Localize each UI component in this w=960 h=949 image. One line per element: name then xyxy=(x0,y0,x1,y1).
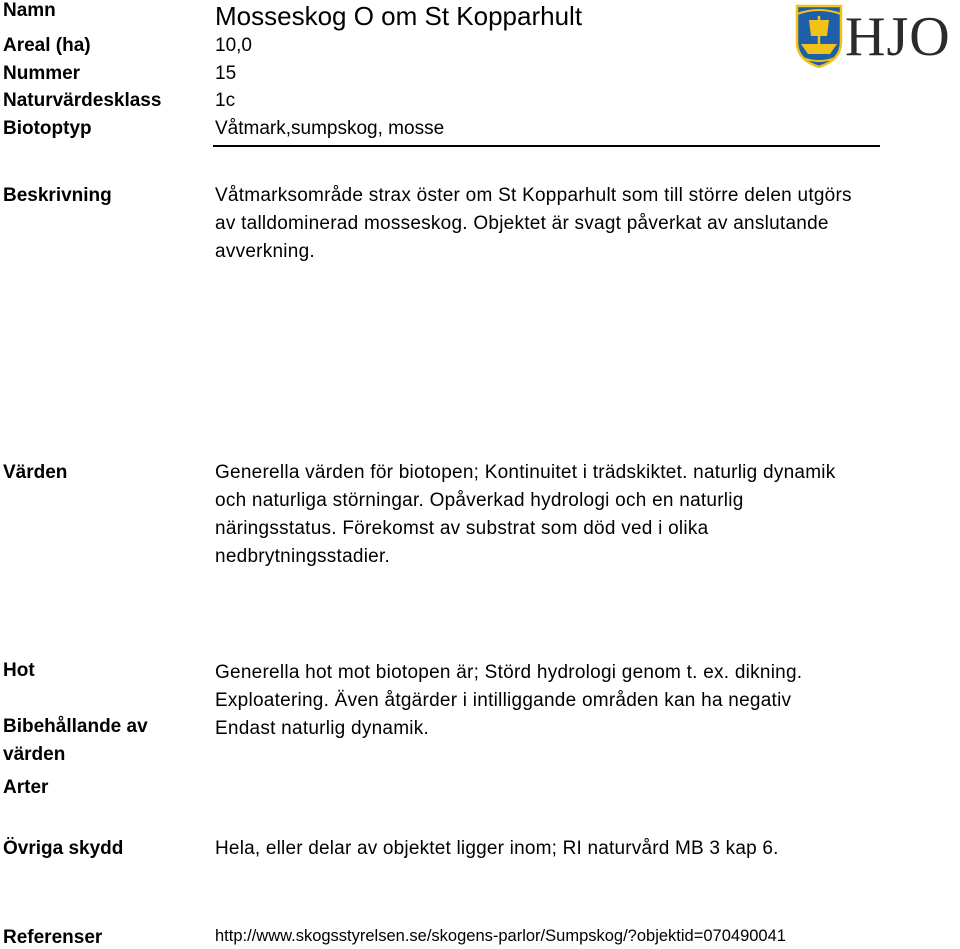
ovriga-skydd-value: Hela, eller delar av objektet ligger inom; RI naturvård MB 3 kap 6. xyxy=(215,838,779,859)
hot-text xyxy=(215,659,895,743)
hjo-shield-icon xyxy=(795,4,843,68)
label-nummer: Nummer xyxy=(3,63,81,84)
label-hot: Hot xyxy=(3,660,35,681)
label-varden: Värden xyxy=(3,462,68,483)
referenser-link[interactable]: http://www.skogsstyrelsen.se/skogens-parlor/Sumpskog/?objektid=070490041 xyxy=(215,927,786,945)
hot-line: Exploatering. Även åtgärder i intilliggande områden kan ha negativ xyxy=(215,690,792,711)
beskrivning-line: av talldominerad mosseskog. Objektet är svagt påverkat av anslutande xyxy=(215,213,829,234)
hjo-logo-text: HJO xyxy=(845,6,951,68)
label-bibehallande: Bibehållande av xyxy=(3,716,148,737)
varden-text xyxy=(215,459,895,571)
value-areal: 10,0 xyxy=(215,35,252,56)
label-arter: Arter xyxy=(3,777,49,798)
label-bibehallande-line2: värden xyxy=(3,744,66,765)
label-naturvardesklass: Naturvärdesklass xyxy=(3,90,162,111)
value-nummer: 15 xyxy=(215,63,237,84)
label-biotoptyp: Biotoptyp xyxy=(3,118,92,139)
value-biotoptyp: Våtmark,sumpskog, mosse xyxy=(215,118,445,139)
varden-line: näringsstatus. Förekomst av substrat som död ved i olika xyxy=(215,518,709,539)
label-ovriga-skydd: Övriga skydd xyxy=(3,838,124,859)
beskrivning-line: Våtmarksområde strax öster om St Kopparhult som till större delen utgörs xyxy=(215,185,852,206)
label-referenser: Referenser xyxy=(3,927,103,948)
hot-line: Endast naturlig dynamik. xyxy=(215,718,430,739)
varden-line: Generella värden för biotopen; Kontinuitet i trädskiktet. naturlig dynamik xyxy=(215,462,836,483)
label-namn: Namn xyxy=(3,0,56,21)
beskrivning-line: avverkning. xyxy=(215,241,315,262)
value-naturvardesklass: 1c xyxy=(215,90,236,111)
object-name: Mosseskog O om St Kopparhult xyxy=(215,1,583,31)
hot-line: Generella hot mot biotopen är; Störd hydrologi genom t. ex. dikning. xyxy=(215,662,803,683)
header-divider xyxy=(213,145,880,147)
label-areal: Areal (ha) xyxy=(3,35,91,56)
hjo-logo xyxy=(795,4,960,70)
label-beskrivning: Beskrivning xyxy=(3,185,112,206)
varden-line: nedbrytningsstadier. xyxy=(215,546,391,567)
beskrivning-text xyxy=(215,182,895,266)
varden-line: och naturliga störningar. Opåverkad hydrologi och en naturlig xyxy=(215,490,744,511)
